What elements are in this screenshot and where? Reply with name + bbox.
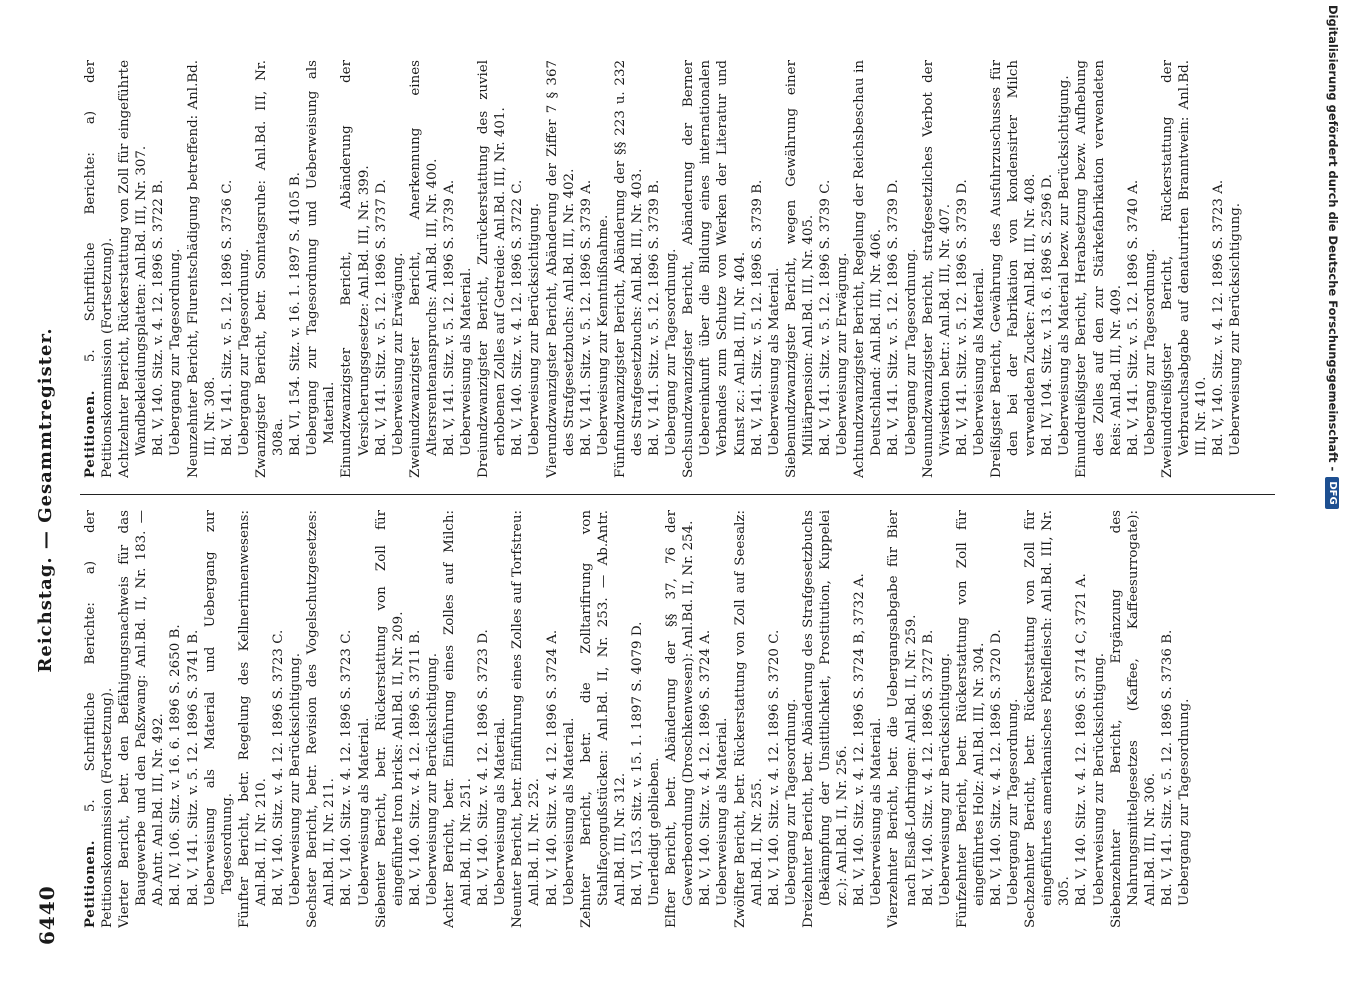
section-heading	[82, 60, 116, 478]
reference-line: Uebergang zur Tagesordnung.	[1177, 698, 1192, 906]
index-entry: Dreizehnter Bericht, betr. Abänderung des Strafgesetzbuchs (Bekämpfung der Unsittlichkeit, Prostitution, Kuppelei zc.): Anl.Bd. II, Nr. 256.	[800, 510, 851, 928]
reference-line: Ueberweisung als Material bezw. zur Berücksichtigung.	[1057, 75, 1073, 456]
reference-line: Bd. V, 140. Sitz. v. 4. 12. 1896 S. 3723 D.	[476, 629, 492, 906]
index-entry: Zwölfter Bericht, betr. Rückerstattung von Zoll auf Seesalz: Anl.Bd. II, Nr. 255.	[732, 510, 765, 928]
index-entry: Achter Bericht, betr. Einführung eines Zolles auf Milch: Anl.Bd. II, Nr. 251.	[441, 510, 475, 928]
index-entry: Neunundzwanzigster Bericht, strafgesetzliches Verbot der Vivisektion betr.: Anl.Bd. III, Nr. 407.	[920, 60, 953, 478]
reference-line: Bd. V, 140. Sitz. v. 4. 12. 1896 S. 3723 C.	[271, 629, 287, 906]
reference-line: Ueberweisung zur Berücksichtigung.	[1228, 202, 1244, 456]
reference-line: Uebergang zur Tagesordnung und Ueberweisung als Material.	[305, 60, 338, 456]
reference-line: Ueberweisung als Material.	[715, 717, 731, 906]
reference-line: Ueberweisung zur Erwägung.	[835, 252, 851, 456]
reference-line: Ueberweisung zur Berücksichtigung.	[527, 202, 543, 456]
reference-line: Bd. V, 141. Sitz. v. 5. 12. 1896 S. 3739 B.	[749, 179, 765, 456]
index-entry: Sechzehnter Bericht, betr. Rückerstattung von Zoll für eingeführtes amerikanisches Pökelfleisch: Anl.Bd. III, Nr. 305.	[1023, 510, 1073, 928]
index-entry: Vierter Bericht, betr. den Befähigungsnachweis für das Baugewerbe und den Paßzwang: Anl.Bd. II, Nr. 183. — Ab.Antr. Anl.Bd. III, Nr. 492.	[117, 510, 167, 928]
index-entry: Siebenter Bericht, betr. Rückerstattung von Zoll für eingeführte Iron bricks: Anl.Bd. II, Nr. 209.	[373, 510, 406, 928]
dfg-logo: DFG	[1326, 477, 1340, 508]
reference-line: Bd. V, 140. Sitz. v. 4. 12. 1896 S. 3720 C.	[766, 629, 782, 906]
reference-line: Bd. V, 141. Sitz. v. 5. 12. 1896 S. 3739 B.	[647, 179, 663, 456]
index-entry: Einundzwanzigster Bericht, Abänderung der Versicherungsgesetze: Anl.Bd. III, Nr. 399.	[339, 60, 372, 478]
running-title: Reichstag. — Gesammtregister.	[35, 327, 56, 673]
reference-line: Ueberweisung zur Berücksichtigung.	[1091, 652, 1107, 906]
reference-line: Bd. VI, 154. Sitz. v. 16. 1. 1897 S. 4105 B.	[288, 172, 304, 456]
reference-line: Uebergang zur Tagesordnung.	[168, 248, 184, 456]
reference-line: Ueberweisung als Material.	[561, 717, 577, 906]
reference-line: Bd. V, 141. Sitz. v. 5. 12. 1896 S. 3739 A.	[578, 179, 594, 456]
reference-line: Unerledigt geblieben.	[647, 757, 663, 906]
section-heading	[82, 510, 116, 928]
index-entry: Neunzehnter Bericht, Flurentschädigung betreffend: Anl.Bd. III, Nr. 308.	[185, 60, 218, 478]
index-entry: Elfter Bericht, betr. Abänderung der §§ 37, 76 der Gewerbeordnung (Droschkenwesen): Anl.Bd. II, Nr. 254.	[664, 510, 697, 928]
page-header	[25, 55, 65, 945]
index-entry: Dreißigster Bericht, Gewährung des Ausfuhrzuschusses für den bei der Fabrikation von kondensirter Milch verwendeten Zucker: Anl.Bd. III, Nr. 408.	[988, 60, 1039, 478]
reference-line: Ueberweisung zur Berücksichtigung.	[288, 652, 304, 906]
reference-line: Bd. V, 140. Sitz. v. 4. 12. 1896 S. 3724 B, 3732 A.	[852, 573, 868, 906]
reference-line: Bd. VI, 153. Sitz. v. 15. 1. 1897 S. 4079 D.	[630, 621, 645, 906]
reference-line: Bd. V, 141. Sitz. v. 5. 12. 1896 S. 3739 D.	[954, 179, 970, 456]
index-entry: Vierzehnter Bericht, betr. die Uebergangsabgabe für Bier nach Elsaß-Lothringen: Anl.Bd. II, Nr. 259.	[886, 510, 919, 928]
reference-line: Bd. V, 141. Sitz. v. 5. 12. 1896 S. 3737 D.	[373, 179, 389, 456]
index-entry: Zwanzigster Bericht, betr. Sonntagsruhe: Anl.Bd. III, Nr. 308a.	[253, 60, 287, 478]
section-heading-text: 5. Schriftliche Berichte: a) der Petitionskommission (Fortsetzung).	[83, 60, 116, 478]
reference-line: Ueberweisung als Material.	[971, 267, 987, 456]
reference-line: Bd. IV, 106. Sitz. v. 16. 6. 1896 S. 2650 B.	[168, 624, 184, 906]
reference-line: Bd. V, 141. Sitz. v. 5. 12. 1896 S. 3736 C.	[219, 179, 235, 456]
index-entry: Zehnter Bericht, betr. die Zolltarifirung von Stahlfaçongußstücken: Anl.Bd. II, Nr. 253. — Ab.Antr. Anl.Bd. III, Nr. 312.	[578, 510, 628, 928]
reference-line: Uebergang zur Tagesordnung.	[783, 698, 799, 906]
reference-line: Bd. V, 140. Sitz. v. 4. 12. 1896 S. 3727 B.	[920, 629, 936, 906]
reference-line: Bd. V, 140. Sitz. v. 4. 12. 1896 S. 3720 D.	[988, 629, 1004, 906]
digitization-note	[1318, 5, 1348, 995]
index-entry: Vierundzwanzigster Bericht, Abänderung der Ziffer 7 § 367 des Strafgesetzbuchs: Anl.Bd. III, Nr. 402.	[544, 60, 577, 478]
column-divider	[80, 494, 1275, 495]
section-keyword: Petitionen.	[82, 390, 98, 478]
reference-line: Ueberweisung als Material.	[869, 717, 885, 906]
reference-line: Bd. V, 140. Sitz. v. 4. 12. 1896 S. 3722 B.	[151, 179, 167, 456]
index-entry: Siebenundzwanzigster Bericht, wegen Gewährung einer Militärpension: Anl.Bd. III, Nr. 405.	[783, 60, 816, 478]
index-entry: Neunter Bericht, betr. Einführung eines Zolles auf Torfstreu: Anl.Bd. II, Nr. 252.	[510, 510, 543, 928]
reference-line: Bd. V, 141. Sitz. v. 5. 12. 1896 S. 3739 C.	[818, 179, 834, 456]
reference-line: Bd. V, 141. Sitz. v. 5. 12. 1896 S. 3741 B.	[185, 629, 201, 906]
reference-line: Bd. V, 140. Sitz. v. 4. 12. 1896 S. 3723 C.	[339, 629, 355, 906]
reference-line: Bd. V, 141. Sitz. v. 5. 12. 1896 S. 3736 B.	[1159, 629, 1175, 906]
left-column	[82, 510, 1272, 928]
index-entry: Dreiundzwanzigster Bericht, Zurückerstattung des zuviel erhobenen Zolles auf Getreide: Anl.Bd. III, Nr. 401.	[476, 60, 509, 478]
reference-line: Bd. V, 140. Sitz. v. 4. 12. 1896 S. 3724 A.	[698, 629, 714, 906]
reference-line: Ueberweisung als Material und Uebergang zur Tagesordnung.	[202, 510, 235, 906]
index-entry: Sechsundzwanzigster Bericht, Abänderung der Berner Uebereinkunft über die Bildung eines internationalen Verbandes zum Schutze von Werken der Literatur und Kunst zc.: Anl.Bd. III, Nr. 404.	[681, 60, 748, 478]
reference-line: Ueberweisung zur Berücksichtigung.	[937, 652, 953, 906]
index-entry: Fünfundzwanzigster Bericht, Abänderung der §§ 223 u. 232 des Strafgesetzbuchs: Anl.Bd. III, Nr. 403.	[612, 60, 645, 478]
reference-line: Uebergang zur Tagesordnung.	[1142, 248, 1158, 456]
index-entry: Zweiunddreißigster Bericht, Rückerstattung der Verbrauchsabgabe auf denaturirten Branntwein: Anl.Bd. III, Nr. 410.	[1159, 60, 1210, 478]
section-heading-text: 5. Schriftliche Berichte: a) der Petitionskommission (Fortsetzung).	[83, 510, 116, 928]
reference-line: Ueberweisung als Material.	[356, 717, 372, 906]
index-entry: Zweiundzwanzigster Bericht, Anerkennung eines Altersrentenanspruchs: Anl.Bd. III, Nr. 400.	[407, 60, 440, 478]
reference-line: Bd. V, 141. Sitz. v. 5. 12. 1896 S. 3740 A.	[1125, 179, 1141, 456]
reference-line: Uebergang zur Tagesordnung.	[1006, 698, 1022, 906]
index-entry: Achtundzwanzigster Bericht, Regelung der Reichsbeschau in Deutschland: Anl.Bd. III, Nr. 406.	[852, 60, 885, 478]
reference-line: Bd. V, 140. Sitz. v. 4. 12. 1896 S. 3722 C.	[510, 179, 526, 456]
index-entry: Einunddreißigster Bericht, Herabsetzung bezw. Aufhebung des Zolles auf den zur Stärkefabrikation verwendeten Reis: Anl.Bd. III, Nr. 409.	[1074, 60, 1124, 478]
reference-line: Ueberweisung als Material.	[459, 267, 475, 456]
reference-line: Ueberweisung als Material.	[493, 717, 509, 906]
reference-line: Bd. V, 141. Sitz. v. 5. 12. 1896 S. 3739 A.	[441, 179, 457, 456]
reference-line: Bd. IV, 104. Sitz. v. 13. 6. 1896 S. 2596 D.	[1040, 174, 1056, 456]
digitization-note-text: Digitalisierung gefördert durch die Deutsche Forschungsgemeinschaft -	[1326, 5, 1340, 472]
reference-line: Bd. V, 140. Sitz. v. 4. 12. 1896 S. 3711 B.	[407, 629, 423, 906]
index-entry: Fünfzehnter Bericht, betr. Rückerstattung von Zoll für eingeführtes Holz: Anl.Bd. III, Nr. 304.	[954, 510, 987, 928]
reference-line: Ueberweisung zur Erwägung.	[390, 252, 406, 456]
section-keyword: Petitionen.	[82, 840, 98, 928]
page-number: 6440	[35, 885, 59, 945]
reference-line: Bd. V, 141. Sitz. v. 5. 12. 1896 S. 3739 D.	[886, 179, 902, 456]
reference-line: Ueberweisung als Material.	[766, 267, 782, 456]
reference-line: Bd. V, 140. Sitz. v. 4. 12. 1896 S. 3723 A.	[1211, 179, 1227, 456]
right-column	[82, 60, 1272, 478]
index-entry: Fünfter Bericht, betr. Regelung des Kellnerinnenwesens: Anl.Bd. II, Nr. 210.	[236, 510, 269, 928]
reference-line: Bd. V, 140. Sitz. v. 4. 12. 1896 S. 3724 A.	[544, 629, 560, 906]
index-entry: Siebenzehnter Bericht, Ergänzung des Nahrungsmittelgesetzes (Kaffee, Kaffeesurrogate): Anl.Bd. III, Nr. 306.	[1108, 510, 1158, 928]
reference-line: Uebergang zur Tagesordnung.	[903, 248, 919, 456]
reference-line: Ueberweisung zur Kenntnißnahme.	[595, 214, 611, 456]
reference-line: Uebergang zur Tagesordnung.	[664, 248, 680, 456]
index-entry: Achtzehnter Bericht, Rückerstattung von Zoll für eingeführte Wandbekleidungsplatten: Anl.Bd. III, Nr. 307.	[117, 60, 150, 478]
reference-line: Ueberweisung zur Berücksichtigung.	[424, 652, 440, 906]
reference-line: Bd. V, 140. Sitz. v. 4. 12. 1896 S. 3714 C, 3721 A.	[1074, 573, 1090, 906]
reference-line: Uebergang zur Tagesordnung.	[236, 248, 252, 456]
index-entry: Sechster Bericht, betr. Revision des Vogelschutzgesetzes: Anl.Bd. II, Nr. 211.	[305, 510, 338, 928]
